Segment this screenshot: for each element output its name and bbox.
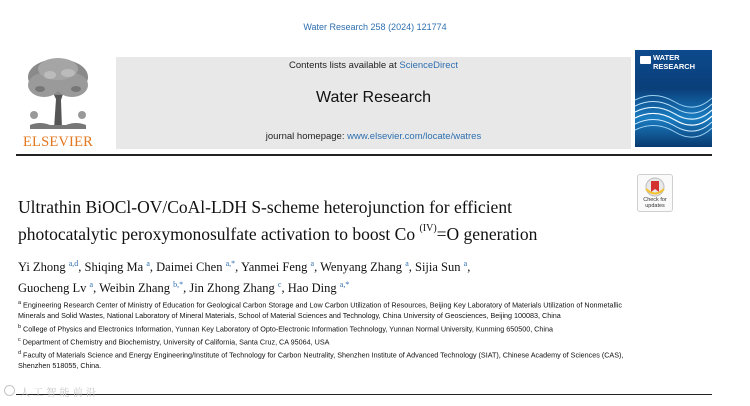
author-list: Yi Zhong $^{a,d}$, Shiqing Ma $^a$, Daimei Chen $^{a,*}$, Yanmei Feng $^a$, Wenyang Zhang $^a$, Sijia Sun $^a$, Guocheng Lv $^a$, Weibin Zhang $^{b,*}$, Jin Zhong Zhang $^c$, Hao Ding $^{a,*}$ (18, 259, 471, 296)
cover-wave-art-icon (635, 80, 712, 147)
watermark-text: 人 工 智 能 前 沿 (20, 388, 96, 399)
contents-available-line (116, 60, 631, 71)
watermark (4, 384, 114, 398)
cover-title-line1: WATER (653, 53, 680, 62)
author[interactable]: Yi Zhong $^{a,d}$ (18, 259, 79, 275)
iwa-badge-icon (640, 56, 651, 64)
journal-name[interactable]: Water Research (316, 89, 431, 106)
author[interactable]: Guocheng Lv $^a$ (18, 280, 94, 296)
author[interactable]: Yanmei Feng $^a$ (240, 259, 315, 275)
journal-masthead (16, 47, 712, 151)
elsevier-logo[interactable] (16, 55, 100, 151)
elsevier-tree-icon (20, 55, 96, 131)
journal-homepage-link[interactable]: www.elsevier.com/locate/watres (347, 131, 482, 142)
check-for-updates-button[interactable] (637, 174, 673, 212)
crossmark-line2: updates (645, 203, 665, 209)
affiliation: $^d$ Faculty of Materials Science and Energy Engineering/Institute of Technology for Carbon Neutrality, Shenzhen Institute of Advanced Technology (SIAT), Chinese Academy of Sciences (CAS), Shenzhen 518055, China. (18, 349, 624, 370)
journal-info-box (116, 57, 631, 149)
sciencedirect-link[interactable]: ScienceDirect (399, 60, 458, 71)
author[interactable]: Jin Zhong Zhang $^c$ (189, 280, 282, 296)
crossmark-line1: Check for (643, 197, 667, 203)
affiliation-list (18, 298, 628, 371)
author[interactable]: Weibin Zhang $^{b,*}$ (99, 280, 184, 296)
article-title (18, 196, 628, 246)
crossmark-icon (638, 176, 672, 198)
journal-cover-thumbnail[interactable] (635, 50, 712, 147)
header-divider (16, 154, 712, 156)
crossmark-label (638, 197, 672, 209)
journal-citation[interactable]: Water Research 258 (2024) 121774 (303, 22, 447, 32)
author[interactable]: Sijia Sun $^a$ (415, 259, 468, 275)
title-line2-part2: =O generation (436, 223, 538, 244)
affiliation: $^c$ Department of Chemistry and Biochemistry, University of California, Santa Cruz, CA 95064, USA (18, 336, 330, 346)
author[interactable]: Daimei Chen $^{a,*}$ (156, 259, 236, 275)
cover-title (653, 54, 695, 71)
author[interactable]: Hao Ding $^{a,*}$ (287, 280, 350, 296)
homepage-prefix: journal homepage: (265, 131, 348, 142)
watermark-logo-icon (4, 385, 15, 396)
journal-homepage-line (116, 131, 631, 142)
title-oxidation-state: (IV) (419, 223, 437, 234)
elsevier-wordmark: ELSEVIER (22, 134, 94, 150)
title-line2-part1: photocatalytic peroxymonosulfate activation to boost Co (18, 223, 420, 244)
affiliation: $^a$ Engineering Research Center of Ministry of Education for Geological Carbon Storage and Low Carbon Utilization of Resources, Beijing Key Laboratory of Materials Utilization of Nonmetallic Minerals and Solid Wastes, National Laboratory of Mineral Materials, School of Material Sciences and Technology, China University of Geosciences, Beijing 100083, China (18, 300, 622, 320)
contents-prefix: Contents lists available at (289, 60, 400, 71)
affiliation: $^b$ College of Physics and Electronics Information, Yunnan Key Laboratory of Opto-Electronic Information Technology, Yunnan Normal University, Kunming 650500, China (18, 323, 553, 333)
title-line2 (18, 219, 628, 246)
footer-divider (16, 394, 712, 395)
author[interactable]: Shiqing Ma $^a$ (84, 259, 150, 275)
title-line1: Ultrathin BiOCl-OV/CoAl-LDH S-scheme heterojunction for efficient (18, 197, 512, 217)
cover-title-line2: RESEARCH (653, 61, 696, 71)
author[interactable]: Wenyang Zhang $^a$ (320, 259, 409, 275)
